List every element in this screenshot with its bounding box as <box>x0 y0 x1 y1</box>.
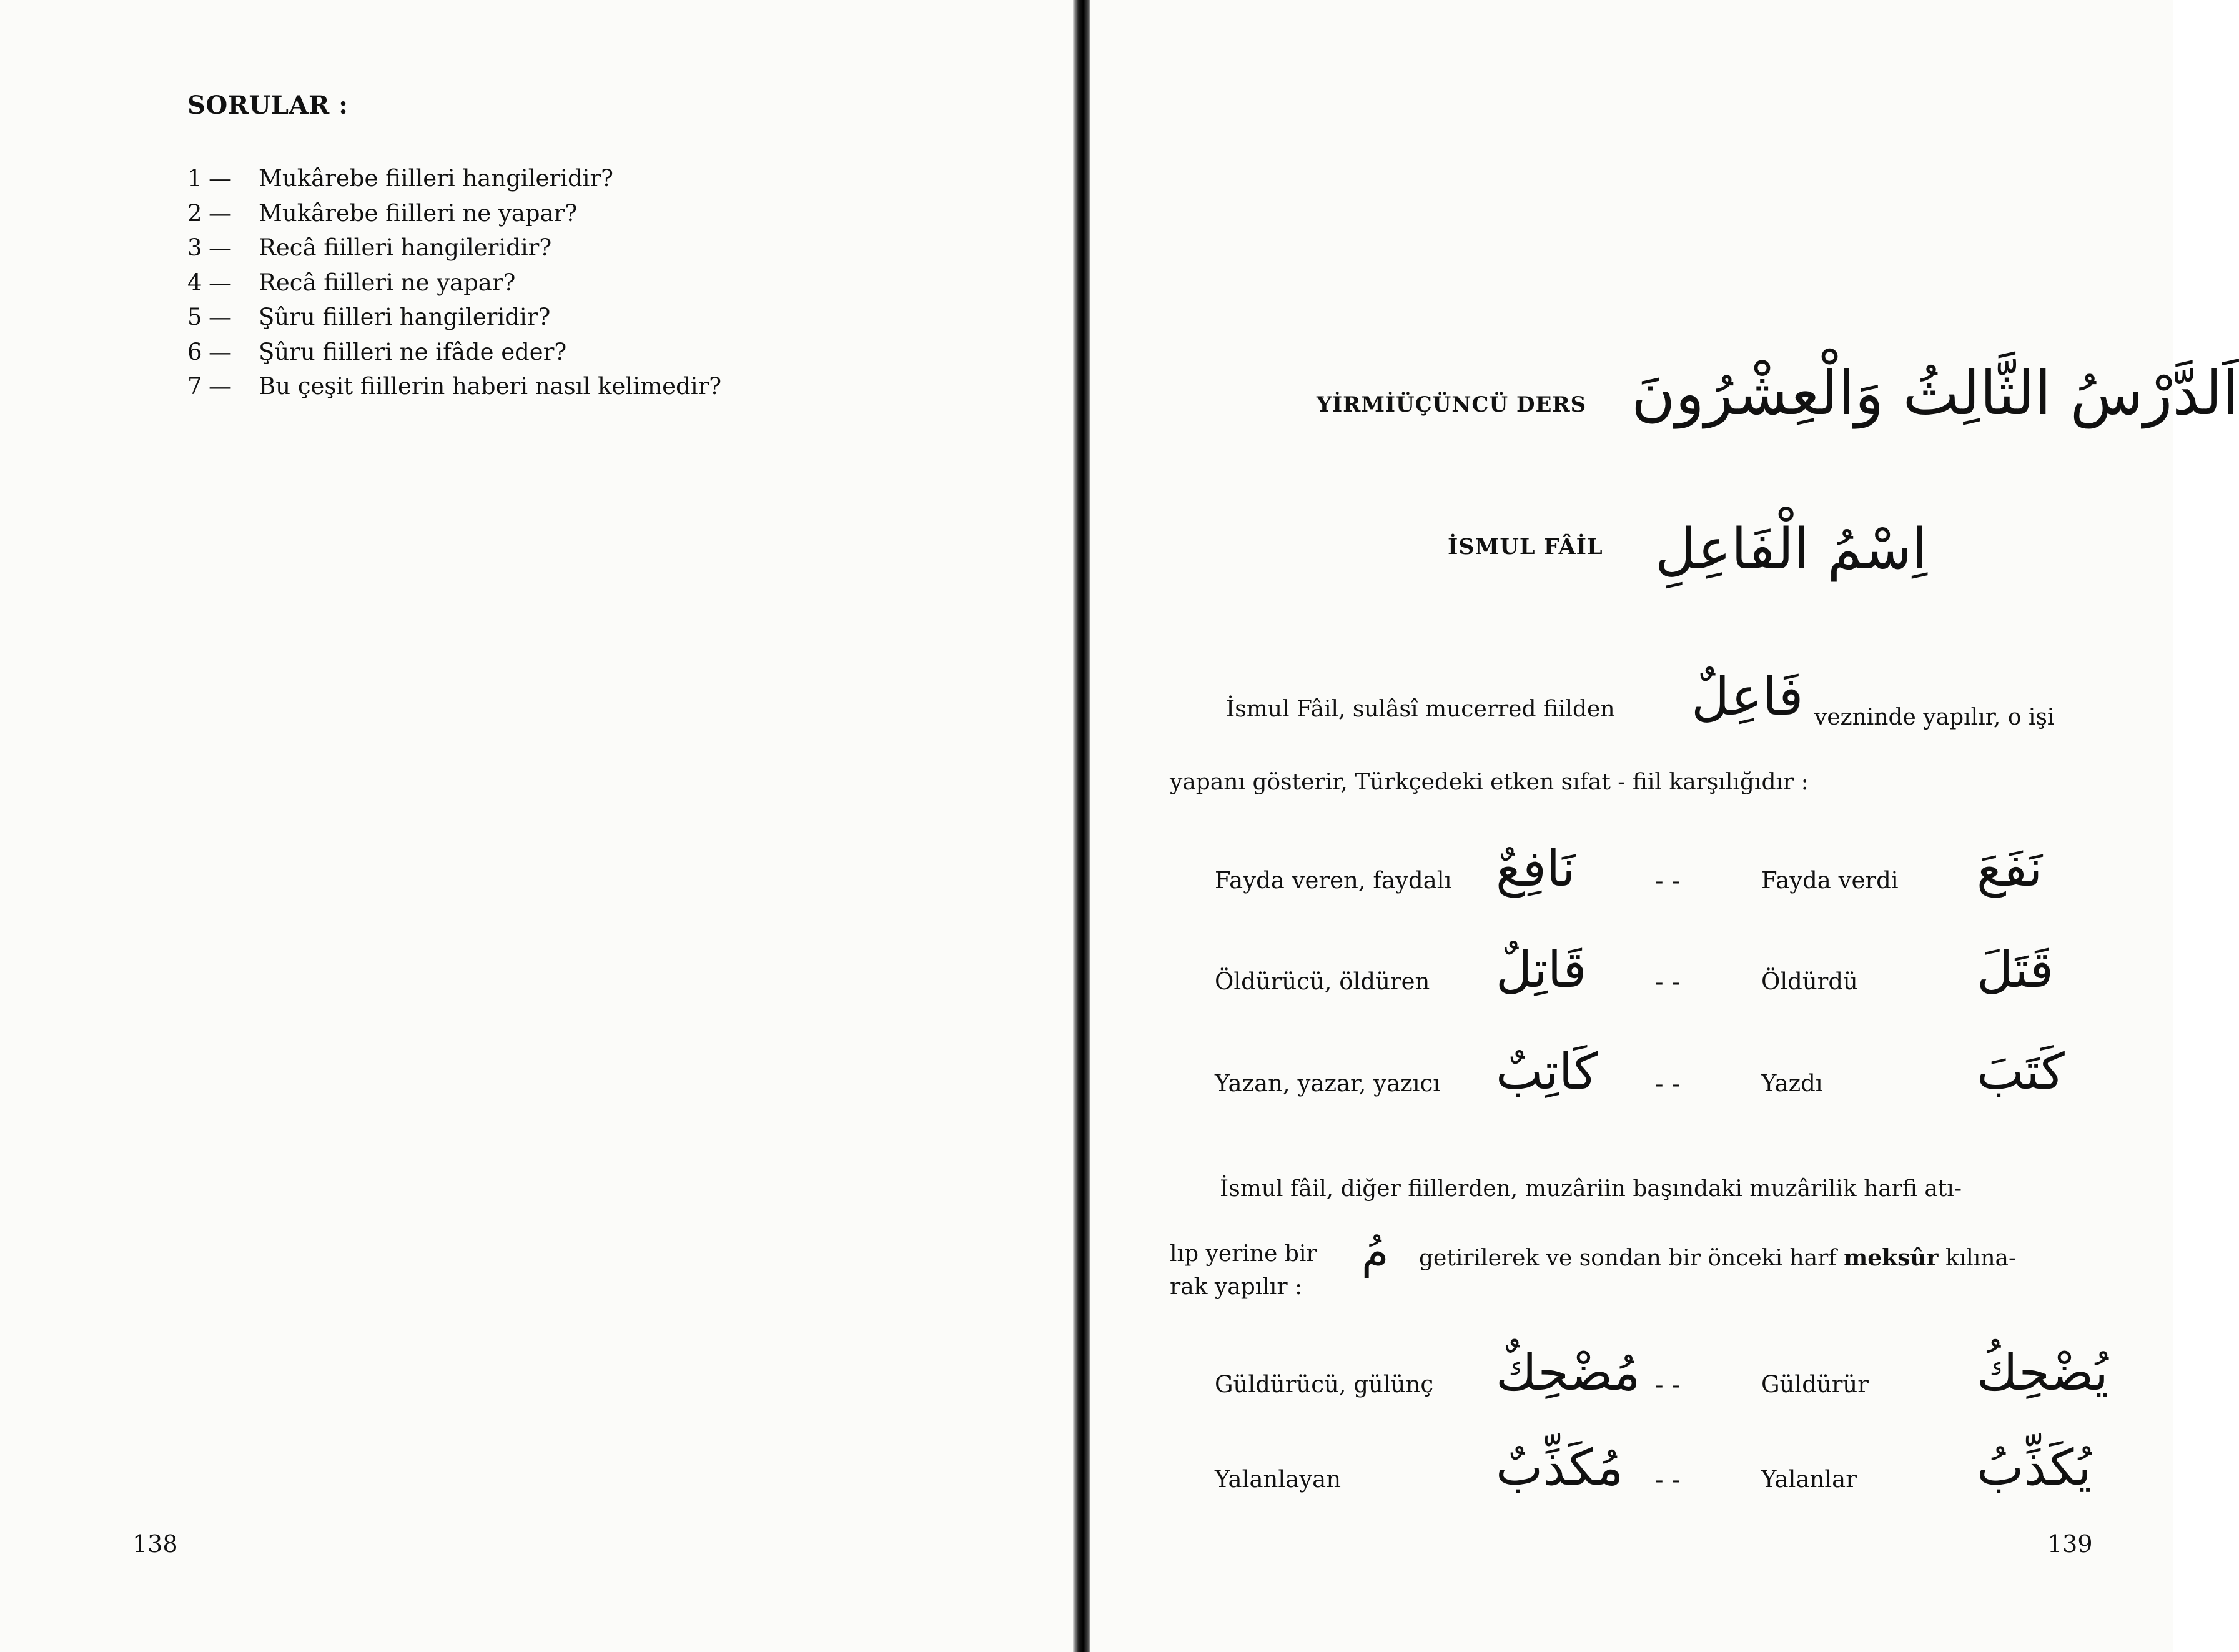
example-verb-meaning: Yalanlar <box>1761 1466 1857 1493</box>
page-number-left: 138 <box>132 1530 178 1558</box>
example-verb-arabic: يُكَذِّبُ <box>1977 1438 2092 1496</box>
question-dash: — <box>209 234 232 261</box>
lesson-title-arabic: اَلدَّرْسُ الثَّالِثُ وَالْعِشْرُونَ <box>1631 359 2239 428</box>
example-form-arabic: نَافِعٌ <box>1496 839 1576 898</box>
question-dash: — <box>209 269 232 296</box>
example-dash: - - <box>1655 867 1680 896</box>
question-item <box>187 265 721 300</box>
section-title-arabic: اِسْمُ الْفَاعِلِ <box>1655 517 1928 582</box>
para2-line2-middle <box>1419 1245 2016 1271</box>
example-dash: - - <box>1655 1070 1680 1099</box>
question-item <box>187 300 721 335</box>
example-verb-meaning: Öldürdü <box>1761 968 1858 995</box>
example-dash: - - <box>1655 1466 1680 1495</box>
lesson-title: YİRMİÜÇÜNCÜ DERS <box>1317 392 1587 417</box>
question-text: Mukârebe fiilleri ne yapar? <box>259 199 578 227</box>
example-meaning: Yazan, yazar, yazıcı <box>1215 1070 1441 1097</box>
example-verb-arabic: قَتَلَ <box>1977 941 2054 999</box>
question-number: 2 <box>187 199 202 227</box>
question-item <box>187 369 721 404</box>
para1-line2: yapanı gösterir, Türkçedeki etken sıfat - fiil karşılığıdır : <box>1170 769 1809 795</box>
example-dash: - - <box>1655 1371 1680 1400</box>
question-dash: — <box>209 199 232 227</box>
question-text: Şûru fiilleri hangileridir? <box>259 304 551 330</box>
example-verb-meaning: Fayda verdi <box>1761 867 1899 894</box>
example-verb-arabic: يُضْحِكُ <box>1977 1343 2108 1402</box>
para2-line3: rak yapılır : <box>1170 1274 1303 1300</box>
example-form-arabic: مُضْحِكٌ <box>1496 1343 1641 1402</box>
example-meaning: Güldürücü, gülünç <box>1215 1371 1434 1398</box>
para2-line2-start: lıp yerine bir <box>1170 1241 1317 1267</box>
question-text: Recâ fiilleri hangileridir? <box>259 234 552 261</box>
question-text: Recâ fiilleri ne yapar? <box>259 269 516 296</box>
question-number: 7 <box>187 373 202 400</box>
question-item <box>187 161 721 196</box>
example-meaning: Öldürücü, öldüren <box>1215 968 1430 995</box>
example-meaning: Yalanlayan <box>1215 1466 1342 1493</box>
para2-line1: İsmul fâil, diğer fiillerden, muzâriin başındaki muzârilik harfi atı- <box>1220 1176 1962 1202</box>
question-text: Şûru fiilleri ne ifâde eder? <box>259 338 567 365</box>
example-verb-meaning: Yazdı <box>1761 1070 1823 1097</box>
question-number: 3 <box>187 234 202 261</box>
example-verb-arabic: كَتَبَ <box>1977 1042 2065 1101</box>
para2-bold-term: meksûr <box>1844 1245 1939 1271</box>
question-dash: — <box>209 338 232 365</box>
example-verb-meaning: Güldürür <box>1761 1371 1869 1398</box>
example-dash: - - <box>1655 968 1680 997</box>
question-number: 4 <box>187 269 202 296</box>
question-dash: — <box>209 165 232 192</box>
question-item <box>187 335 721 370</box>
para1-line1-start: İsmul Fâil, sulâsî mucerred fiilden <box>1226 696 1615 722</box>
question-item <box>187 196 721 231</box>
example-verb-arabic: نَفَعَ <box>1977 839 2043 898</box>
question-dash: — <box>209 304 232 330</box>
questions-heading: SORULAR : <box>187 91 348 120</box>
question-dash: — <box>209 373 232 400</box>
question-number: 5 <box>187 304 202 330</box>
para2-line2-end: kılına- <box>1945 1245 2017 1271</box>
question-text: Bu çeşit fiillerin haberi nasıl kelimedir? <box>259 373 722 400</box>
book-spine-shadow <box>1073 0 1092 1652</box>
para1-arabic-pattern: فَاعِلٌ <box>1691 666 1804 727</box>
section-title: İSMUL FÂİL <box>1448 534 1603 560</box>
para1-line1-end: vezninde yapılır, o işi <box>1814 705 2055 730</box>
example-meaning: Fayda veren, faydalı <box>1215 867 1452 894</box>
para2-line2-plain: getirilerek ve sondan bir önceki harf <box>1419 1245 1837 1271</box>
para2-arabic-mim: مُ <box>1362 1227 1389 1278</box>
question-text: Mukârebe fiilleri hangileridir? <box>259 165 614 192</box>
question-item <box>187 230 721 265</box>
questions-list <box>187 161 721 404</box>
example-form-arabic: كَاتِبٌ <box>1496 1042 1598 1101</box>
example-form-arabic: مُكَذِّبٌ <box>1496 1438 1624 1496</box>
question-number: 6 <box>187 338 202 365</box>
page-number-right: 139 <box>2047 1530 2093 1558</box>
left-page <box>0 0 1074 1652</box>
question-number: 1 <box>187 165 202 192</box>
example-form-arabic: قَاتِلٌ <box>1496 941 1587 999</box>
